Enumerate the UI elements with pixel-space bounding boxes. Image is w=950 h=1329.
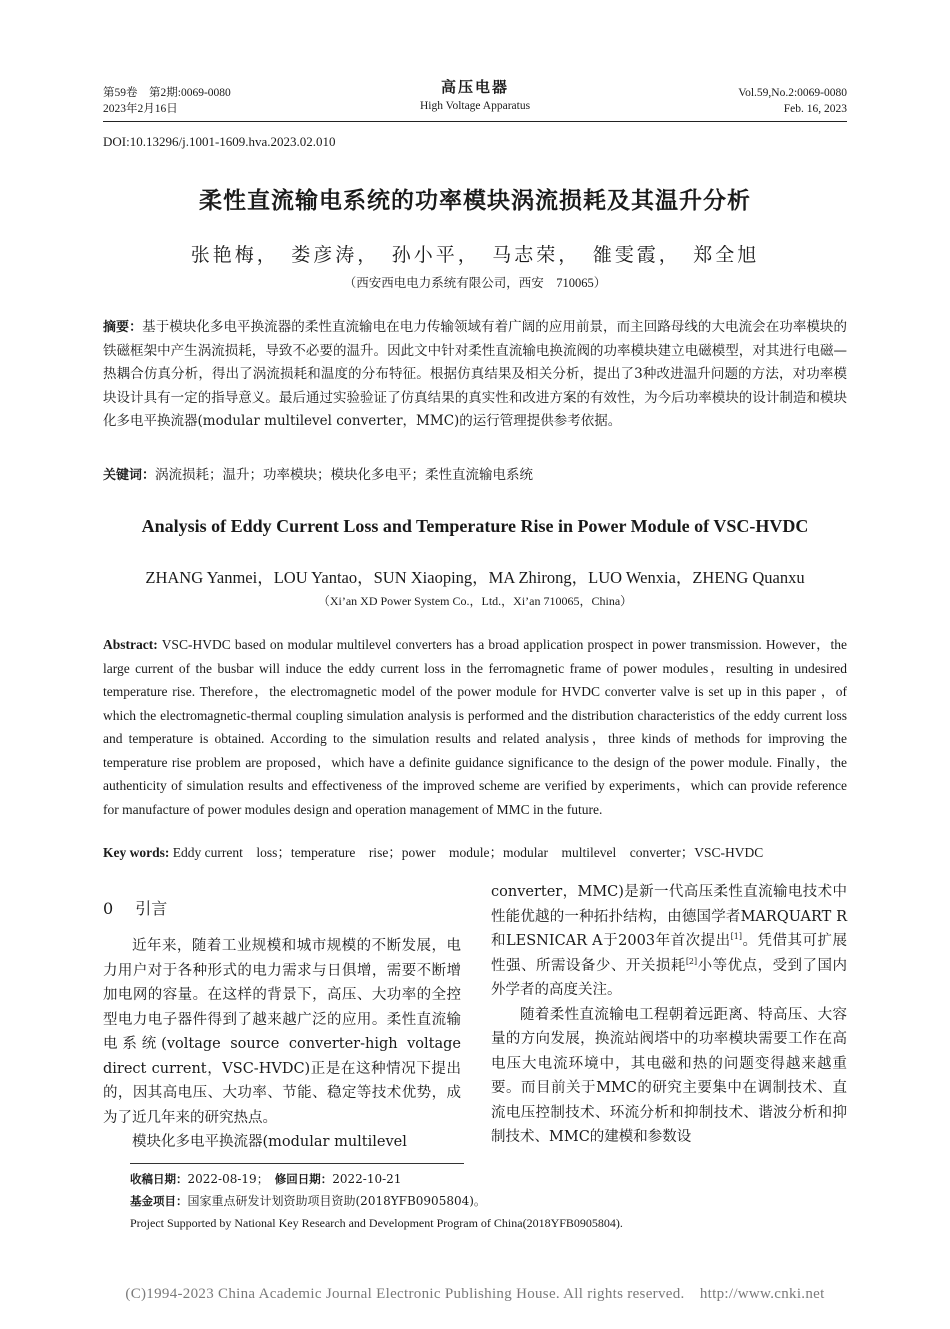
keywords-en: [103, 841, 847, 864]
body-column-right: [491, 880, 847, 1150]
header-right: [738, 85, 847, 117]
authors-cn: 张艳梅， 娄彦涛， 孙小平， 马志荣， 雒雯霞， 郑全旭: [190, 244, 760, 266]
authors-en: ZHANG Yanmei，LOU Yantao，SUN Xiaoping，MA Zhirong，LUO Wenxia，ZHENG Quanxu: [145, 568, 805, 587]
publication-date-en: Feb. 16, 2023: [783, 103, 847, 115]
abstract-cn: [103, 316, 847, 434]
publication-date: 2023年2月16日: [103, 103, 178, 115]
keywords-en-text: Eddy current loss；temperature rise；power module；modular multilevel converter；VSC-HVDC: [172, 845, 764, 860]
revised-label: 修回日期：: [274, 1172, 333, 1186]
section-title: 引言: [135, 899, 168, 918]
paragraph: 模块化多电平换流器(modular multilevel: [132, 1134, 407, 1150]
abstract-en-text: VSC-HVDC based on modular multilevel converters has a broad application prospect in power transmission. However，the large current of the busbar will induce the eddy current loss in the ferromagnetic frame of power modules，resulting in undesired temperature rise. Therefore，the electromagnetic model of the power module for HVDC converter valve is set up in this paper ，of which the electromagnetic-thermal coupling simulation analysis is performed and the distribution characteristics of the eddy current loss and temperature is obtained. According to the simulation results and related analysis，three kinds of methods for improving the temperature rise problem are proposed，which have a definite guidance significance to the design of the power module. Finally，the authenticity of simulation results and effectiveness of the improved scheme are verified by experiments，which can provide reference for manufacture of power modules design and operation management of MMC in the future.: [103, 637, 847, 817]
footnote-dates: [130, 1168, 847, 1190]
paper-title-en: Analysis of Eddy Current Loss and Temperature Rise in Power Module of VSC-HVDC: [141, 516, 809, 536]
paragraph-text: converter，MMC)是新一代高压柔性直流输电技术中性能优越的一种拓扑结构，由德国学者MARQUART R和LESNICAR A于2003年首次提出: [491, 884, 847, 949]
keywords-cn-text: 涡流损耗；温升；功率模块；模块化多电平；柔性直流输电系统: [155, 467, 534, 483]
received-label: 收稿日期：: [130, 1172, 188, 1186]
paragraph-text: 小等优点，受到了国内外学者的高度关注。: [491, 957, 848, 998]
keywords-en-label: Key words:: [103, 845, 170, 860]
fund-label: 基金项目：: [130, 1194, 188, 1208]
fund-text: 国家重点研发计划资助项目资助(2018YFB0905804)。: [187, 1194, 486, 1208]
body-column-left: [103, 934, 461, 1155]
paragraph: 近年来，随着工业规模和城市规模的不断发展，电力用户对于各种形式的电力需求与日俱增，需要不断增加电网的容量。在这样的背景下，高压、大功率的全控型电力电子器件得到了越来越广泛的应用。柔性直流输电系统(voltage source converter-high voltage direct current，VSC-HVDC)正是在这种情况下提出的，因其高电压、大功率、节能、稳定等技术优势，成为了近几年来的研究热点。: [103, 938, 461, 1126]
volume-issue: 第59卷 第2期:0069-0080: [103, 87, 231, 99]
volume-issue-en: Vol.59,No.2:0069-0080: [738, 87, 847, 99]
journal-name-en: High Voltage Apparatus: [419, 100, 531, 112]
received-date: 2022-08-19；: [187, 1172, 263, 1186]
keywords-cn: [103, 464, 847, 487]
doi[interactable]: DOI:10.13296/j.1001-1609.hva.2023.02.010: [103, 134, 336, 149]
abstract-cn-label: 摘要：: [103, 320, 143, 335]
paragraph: 随着柔性直流输电工程朝着远距离、特高压、大容量的方向发展，换流站阀塔中的功率模块需要工作在高电压大电流环境中，其电磁和热的问题变得越来越重要。而目前关于MMC的研究主要集中在调制技术、直流电压控制技术、环流分析和抑制技术、谐波分析和抑制技术、MMC的建模和参数设: [491, 1006, 847, 1145]
section-heading: [103, 896, 167, 919]
affiliation-en: （Xi’an XD Power System Co.，Ltd.，Xi’an 710065，China）: [317, 594, 633, 608]
section-number: 0: [103, 899, 114, 918]
journal-logo: 高压电器: [440, 78, 509, 96]
citation-ref[interactable]: [2]: [685, 956, 698, 966]
footnote-fund: [130, 1190, 847, 1212]
paragraph: [491, 880, 847, 1003]
footnote-fund-en: Project Supported by National Key Research and Development Program of China(2018YFB0905804).: [130, 1216, 623, 1230]
abstract-en-label: Abstract:: [103, 637, 158, 652]
keywords-cn-label: 关键词：: [103, 468, 156, 483]
affiliation-cn: （西安西电电力系统有限公司，西安 710065）: [343, 276, 607, 290]
abstract-en: [103, 633, 847, 821]
header-divider: [103, 121, 847, 122]
citation-ref[interactable]: [1]: [730, 932, 742, 942]
revised-date: 2022-10-21: [332, 1172, 402, 1186]
footnote-divider: [130, 1163, 464, 1164]
paper-title-cn: 柔性直流输电系统的功率模块涡流损耗及其温升分析: [199, 188, 751, 214]
copyright-notice: (C)1994-2023 China Academic Journal Electronic Publishing House. All rights reserved. http://www.cnki.net: [125, 1286, 825, 1302]
abstract-cn-text: 基于模块化多电平换流器的柔性直流输电在电力传输领域有着广阔的应用前景，而主回路母线的大电流会在功率模块的铁磁框架中产生涡流损耗，导致不必要的温升。因此文中针对柔性直流输电换流阀的功率模块建立电磁模型，对其进行电磁—热耦合仿真分析，得出了涡流损耗和温度的分布特征。根据仿真结果及相关分析，提出了3种改进温升问题的方法，对功率模块设计具有一定的指导意义。最后通过实验验证了仿真结果的真实性和改进方案的有效性，为今后功率模块的设计制造和模块化多电平换流器(modular multilevel converter，MMC)的运行管理提供参考依据。: [103, 319, 847, 429]
paragraph-text: 。凭借其可扩展性强、所需设备少、开关损耗: [491, 933, 848, 974]
